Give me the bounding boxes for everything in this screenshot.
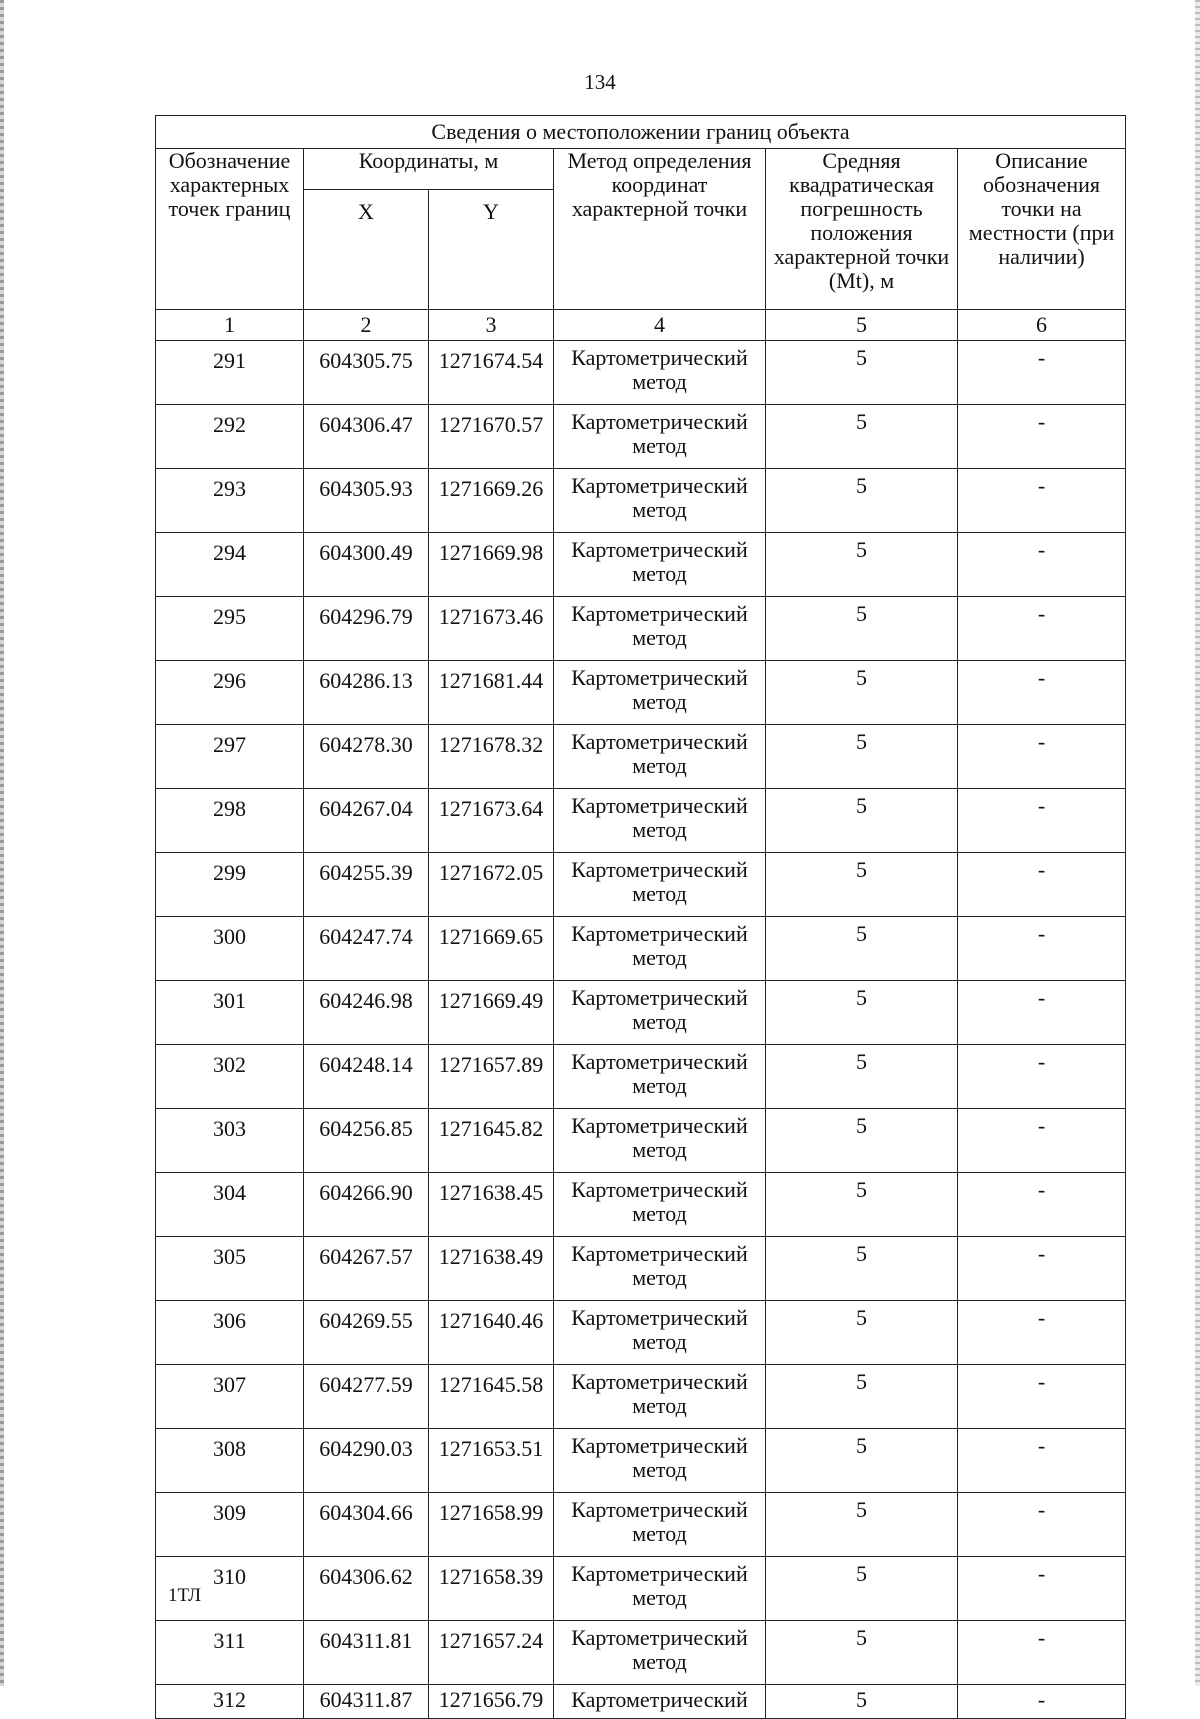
x-coordinate-cell: 604277.59 — [304, 1365, 429, 1429]
point-id-cell: 299 — [156, 853, 304, 917]
x-coordinate-cell: 604247.74 — [304, 917, 429, 981]
y-coordinate-cell: 1271640.46 — [429, 1301, 554, 1365]
x-coordinate-cell: 604269.55 — [304, 1301, 429, 1365]
method-line-1: Картометрический — [571, 345, 748, 370]
mean-error-cell: 5 — [766, 469, 958, 533]
point-id-cell: 305 — [156, 1237, 304, 1301]
table-row — [156, 469, 1126, 533]
y-coordinate-cell: 1271670.57 — [429, 405, 554, 469]
footer-mark: 1ТЛ — [168, 1585, 202, 1606]
point-id-cell: 309 — [156, 1493, 304, 1557]
method-line-2: метод — [632, 1329, 687, 1354]
mean-error-cell: 5 — [766, 341, 958, 405]
method-cell — [554, 1429, 766, 1493]
point-id-cell: 300 — [156, 917, 304, 981]
y-coordinate-cell: 1271638.45 — [429, 1173, 554, 1237]
header-y: Y — [429, 190, 554, 310]
description-cell: - — [958, 789, 1126, 853]
x-coordinate-cell: 604306.47 — [304, 405, 429, 469]
table-row — [156, 597, 1126, 661]
x-coordinate-cell: 604286.13 — [304, 661, 429, 725]
method-cell — [554, 1109, 766, 1173]
x-coordinate-cell: 604267.04 — [304, 789, 429, 853]
table-title: Сведения о местоположении границ объекта — [156, 116, 1126, 149]
mean-error-cell: 5 — [766, 853, 958, 917]
method-line-2: метод — [632, 817, 687, 842]
description-cell: - — [958, 533, 1126, 597]
column-number-1: 1 — [156, 310, 304, 341]
method-line-1: Картометрический — [571, 1305, 748, 1330]
x-coordinate-cell: 604296.79 — [304, 597, 429, 661]
header-description: Описание обозначения точки на местности (при наличии) — [958, 149, 1126, 310]
method-cell — [554, 853, 766, 917]
mean-error-cell: 5 — [766, 917, 958, 981]
y-coordinate-cell: 1271658.39 — [429, 1557, 554, 1621]
table-row — [156, 1621, 1126, 1685]
mean-error-cell: 5 — [766, 533, 958, 597]
description-cell: - — [958, 1557, 1126, 1621]
method-line-1: Картометрический — [571, 1113, 748, 1138]
mean-error-cell: 5 — [766, 661, 958, 725]
method-line-2: метод — [632, 1585, 687, 1610]
method-cell — [554, 789, 766, 853]
method-line-1: Картометрический — [571, 1177, 748, 1202]
y-coordinate-cell: 1271673.64 — [429, 789, 554, 853]
description-cell: - — [958, 1365, 1126, 1429]
point-id-cell: 292 — [156, 405, 304, 469]
method-line-2: метод — [632, 369, 687, 394]
y-coordinate-cell: 1271673.46 — [429, 597, 554, 661]
method-line-1: Картометрический — [571, 1433, 748, 1458]
header-point-designation: Обозначение характерных точек границ — [156, 149, 304, 310]
mean-error-cell: 5 — [766, 1045, 958, 1109]
point-id-cell: 293 — [156, 469, 304, 533]
description-cell: - — [958, 1173, 1126, 1237]
method-line-2: метод — [632, 945, 687, 970]
method-line-1: Картометрический — [571, 1049, 748, 1074]
point-id-cell: 296 — [156, 661, 304, 725]
x-coordinate-cell: 604256.85 — [304, 1109, 429, 1173]
method-line-2: метод — [632, 497, 687, 522]
method-cell — [554, 1365, 766, 1429]
description-cell: - — [958, 1045, 1126, 1109]
table-row — [156, 789, 1126, 853]
method-cell — [554, 1301, 766, 1365]
point-id-cell: 297 — [156, 725, 304, 789]
description-cell: - — [958, 405, 1126, 469]
method-cell — [554, 533, 766, 597]
y-coordinate-cell: 1271657.24 — [429, 1621, 554, 1685]
method-line-1: Картометрический — [571, 793, 748, 818]
description-cell: - — [958, 1109, 1126, 1173]
x-coordinate-cell: 604278.30 — [304, 725, 429, 789]
method-line-1: Картометрический — [571, 729, 748, 754]
method-line-2: метод — [632, 1265, 687, 1290]
method-line-1: Картометрический — [571, 921, 748, 946]
y-coordinate-cell: 1271656.79 — [429, 1685, 554, 1719]
column-number-6: 6 — [958, 310, 1126, 341]
mean-error-cell: 5 — [766, 1301, 958, 1365]
table-row — [156, 853, 1126, 917]
description-cell: - — [958, 341, 1126, 405]
table-row — [156, 1557, 1126, 1621]
point-id-cell: 302 — [156, 1045, 304, 1109]
x-coordinate-cell: 604246.98 — [304, 981, 429, 1045]
point-id-cell: 294 — [156, 533, 304, 597]
y-coordinate-cell: 1271672.05 — [429, 853, 554, 917]
method-line-2: метод — [632, 561, 687, 586]
mean-error-cell: 5 — [766, 981, 958, 1045]
y-coordinate-cell: 1271669.65 — [429, 917, 554, 981]
y-coordinate-cell: 1271638.49 — [429, 1237, 554, 1301]
y-coordinate-cell: 1271669.26 — [429, 469, 554, 533]
method-line-1: Картометрический — [571, 1241, 748, 1266]
mean-error-cell: 5 — [766, 1237, 958, 1301]
method-cell — [554, 661, 766, 725]
y-coordinate-cell: 1271669.49 — [429, 981, 554, 1045]
x-coordinate-cell: 604306.62 — [304, 1557, 429, 1621]
description-cell: - — [958, 597, 1126, 661]
table-row — [156, 1493, 1126, 1557]
mean-error-cell: 5 — [766, 405, 958, 469]
x-coordinate-cell: 604311.81 — [304, 1621, 429, 1685]
table-row — [156, 1109, 1126, 1173]
description-cell: - — [958, 1429, 1126, 1493]
point-id-cell: 298 — [156, 789, 304, 853]
method-line-2: метод — [632, 881, 687, 906]
table-row — [156, 1685, 1126, 1719]
description-cell: - — [958, 725, 1126, 789]
mean-error-cell: 5 — [766, 789, 958, 853]
method-line-1: Картометрический — [571, 665, 748, 690]
mean-error-cell: 5 — [766, 1365, 958, 1429]
table-row — [156, 1429, 1126, 1493]
point-id-cell: 301 — [156, 981, 304, 1045]
scan-edge-right — [1195, 0, 1200, 1686]
method-line-2: метод — [632, 689, 687, 714]
method-cell — [554, 341, 766, 405]
method-line-1: Картометрический — [571, 1687, 748, 1712]
page-number: 134 — [584, 70, 616, 94]
description-cell: - — [958, 917, 1126, 981]
mean-error-cell: 5 — [766, 1109, 958, 1173]
description-cell: - — [958, 661, 1126, 725]
method-line-1: Картометрический — [571, 601, 748, 626]
method-line-1: Картометрический — [571, 537, 748, 562]
scan-edge-left — [0, 0, 4, 1686]
y-coordinate-cell: 1271674.54 — [429, 341, 554, 405]
method-line-2: метод — [632, 1201, 687, 1226]
method-cell — [554, 1237, 766, 1301]
method-cell — [554, 981, 766, 1045]
method-line-1: Картометрический — [571, 985, 748, 1010]
method-line-2: метод — [632, 1073, 687, 1098]
table-row — [156, 981, 1126, 1045]
header-method: Метод определения координат характерной точки — [554, 149, 766, 310]
method-line-2: метод — [632, 1457, 687, 1482]
y-coordinate-cell: 1271657.89 — [429, 1045, 554, 1109]
table-row — [156, 1045, 1126, 1109]
method-line-2: метод — [632, 1521, 687, 1546]
table-row — [156, 533, 1126, 597]
method-cell — [554, 917, 766, 981]
method-line-2: метод — [632, 1649, 687, 1674]
method-cell — [554, 597, 766, 661]
description-cell: - — [958, 1237, 1126, 1301]
method-line-2: метод — [632, 625, 687, 650]
description-cell: - — [958, 981, 1126, 1045]
x-coordinate-cell: 604266.90 — [304, 1173, 429, 1237]
method-cell — [554, 405, 766, 469]
x-coordinate-cell: 604305.75 — [304, 341, 429, 405]
description-cell: - — [958, 1301, 1126, 1365]
method-line-2: метод — [632, 1137, 687, 1162]
table-row — [156, 661, 1126, 725]
x-coordinate-cell: 604311.87 — [304, 1685, 429, 1719]
x-coordinate-cell: 604305.93 — [304, 469, 429, 533]
y-coordinate-cell: 1271678.32 — [429, 725, 554, 789]
y-coordinate-cell: 1271645.58 — [429, 1365, 554, 1429]
boundary-coordinates-table — [155, 115, 1126, 1719]
method-line-1: Картометрический — [571, 857, 748, 882]
method-cell — [554, 1045, 766, 1109]
description-cell: - — [958, 1621, 1126, 1685]
method-line-2: метод — [632, 1393, 687, 1418]
table-row — [156, 405, 1126, 469]
y-coordinate-cell: 1271669.98 — [429, 533, 554, 597]
table-row — [156, 917, 1126, 981]
table-row — [156, 341, 1126, 405]
method-line-1: Картометрический — [571, 1561, 748, 1586]
method-line-1: Картометрический — [571, 409, 748, 434]
header-x: X — [304, 190, 429, 310]
mean-error-cell: 5 — [766, 1429, 958, 1493]
point-id-cell: 307 — [156, 1365, 304, 1429]
method-cell — [554, 1173, 766, 1237]
column-number-4: 4 — [554, 310, 766, 341]
mean-error-cell: 5 — [766, 1493, 958, 1557]
method-cell — [554, 469, 766, 533]
y-coordinate-cell: 1271658.99 — [429, 1493, 554, 1557]
mean-error-cell: 5 — [766, 1621, 958, 1685]
method-line-2: метод — [632, 753, 687, 778]
point-id-cell: 306 — [156, 1301, 304, 1365]
method-line-1: Картометрический — [571, 1625, 748, 1650]
x-coordinate-cell: 604304.66 — [304, 1493, 429, 1557]
method-cell — [554, 1685, 766, 1719]
method-line-2: метод — [632, 433, 687, 458]
x-coordinate-cell: 604300.49 — [304, 533, 429, 597]
mean-error-cell: 5 — [766, 725, 958, 789]
table-row — [156, 1237, 1126, 1301]
mean-error-cell: 5 — [766, 1685, 958, 1719]
point-id-cell: 304 — [156, 1173, 304, 1237]
y-coordinate-cell: 1271653.51 — [429, 1429, 554, 1493]
x-coordinate-cell: 604255.39 — [304, 853, 429, 917]
point-id-cell: 311 — [156, 1621, 304, 1685]
mean-error-cell: 5 — [766, 597, 958, 661]
method-line-1: Картометрический — [571, 1497, 748, 1522]
table-row — [156, 1173, 1126, 1237]
method-line-2: метод — [632, 1009, 687, 1034]
header-mean-error: Средняя квадратическая погрешность положения характерной точки (Mt), м — [766, 149, 958, 310]
method-line-1: Картометрический — [571, 473, 748, 498]
description-cell: - — [958, 853, 1126, 917]
point-id-cell: 308 — [156, 1429, 304, 1493]
point-id-cell: 291 — [156, 341, 304, 405]
point-id-cell: 295 — [156, 597, 304, 661]
point-id-cell: 312 — [156, 1685, 304, 1719]
method-cell — [554, 1557, 766, 1621]
header-coordinates: Координаты, м — [304, 149, 554, 190]
mean-error-cell: 5 — [766, 1557, 958, 1621]
x-coordinate-cell: 604290.03 — [304, 1429, 429, 1493]
column-number-3: 3 — [429, 310, 554, 341]
method-cell — [554, 1493, 766, 1557]
method-line-1: Картометрический — [571, 1369, 748, 1394]
method-cell — [554, 725, 766, 789]
y-coordinate-cell: 1271681.44 — [429, 661, 554, 725]
y-coordinate-cell: 1271645.82 — [429, 1109, 554, 1173]
point-id-cell: 310 — [156, 1557, 304, 1621]
x-coordinate-cell: 604248.14 — [304, 1045, 429, 1109]
table-row — [156, 1365, 1126, 1429]
column-number-5: 5 — [766, 310, 958, 341]
point-id-cell: 303 — [156, 1109, 304, 1173]
x-coordinate-cell: 604267.57 — [304, 1237, 429, 1301]
description-cell: - — [958, 1685, 1126, 1719]
description-cell: - — [958, 469, 1126, 533]
mean-error-cell: 5 — [766, 1173, 958, 1237]
method-cell — [554, 1621, 766, 1685]
column-number-2: 2 — [304, 310, 429, 341]
description-cell: - — [958, 1493, 1126, 1557]
table-row — [156, 1301, 1126, 1365]
table-row — [156, 725, 1126, 789]
